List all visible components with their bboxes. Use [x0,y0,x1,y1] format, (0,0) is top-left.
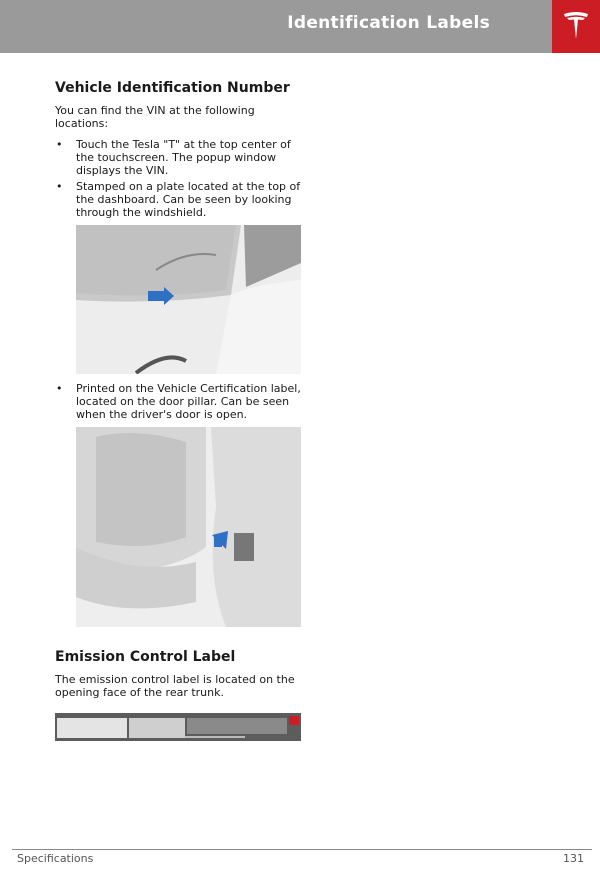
emission-text: The emission control label is located on the opening face of the rear trunk. [55,673,295,699]
emission-label-image [55,713,301,741]
main-content [55,80,301,741]
page-number: 131 [563,852,584,865]
door-pillar-label-photo [76,427,301,627]
tesla-logo-icon [563,11,589,41]
vin-heading: Vehicle Identification Number [55,80,290,96]
footer-divider [12,849,592,850]
footer-section: Specifications [17,852,94,865]
header-bar [0,0,552,53]
list-item: • Touch the Tesla "T" at the top center of the touchscreen. The popup window displays the VIN. [55,138,301,177]
dashboard-vin-plate-photo [76,225,301,374]
list-item: • Printed on the Vehicle Certification label, located on the door pillar. Can be seen when the driver's door is open. [55,382,301,421]
brand-logo [552,0,600,53]
vin-intro: You can find the VIN at the following locations: [55,104,255,130]
vin-locations-list-continued [55,382,301,421]
emission-heading: Emission Control Label [55,649,236,665]
list-item: • Stamped on a plate located at the top of the dashboard. Can be seen by looking through the windshield. [55,180,301,219]
page-title: Identification Labels [287,13,490,33]
vin-locations-list [55,138,301,219]
